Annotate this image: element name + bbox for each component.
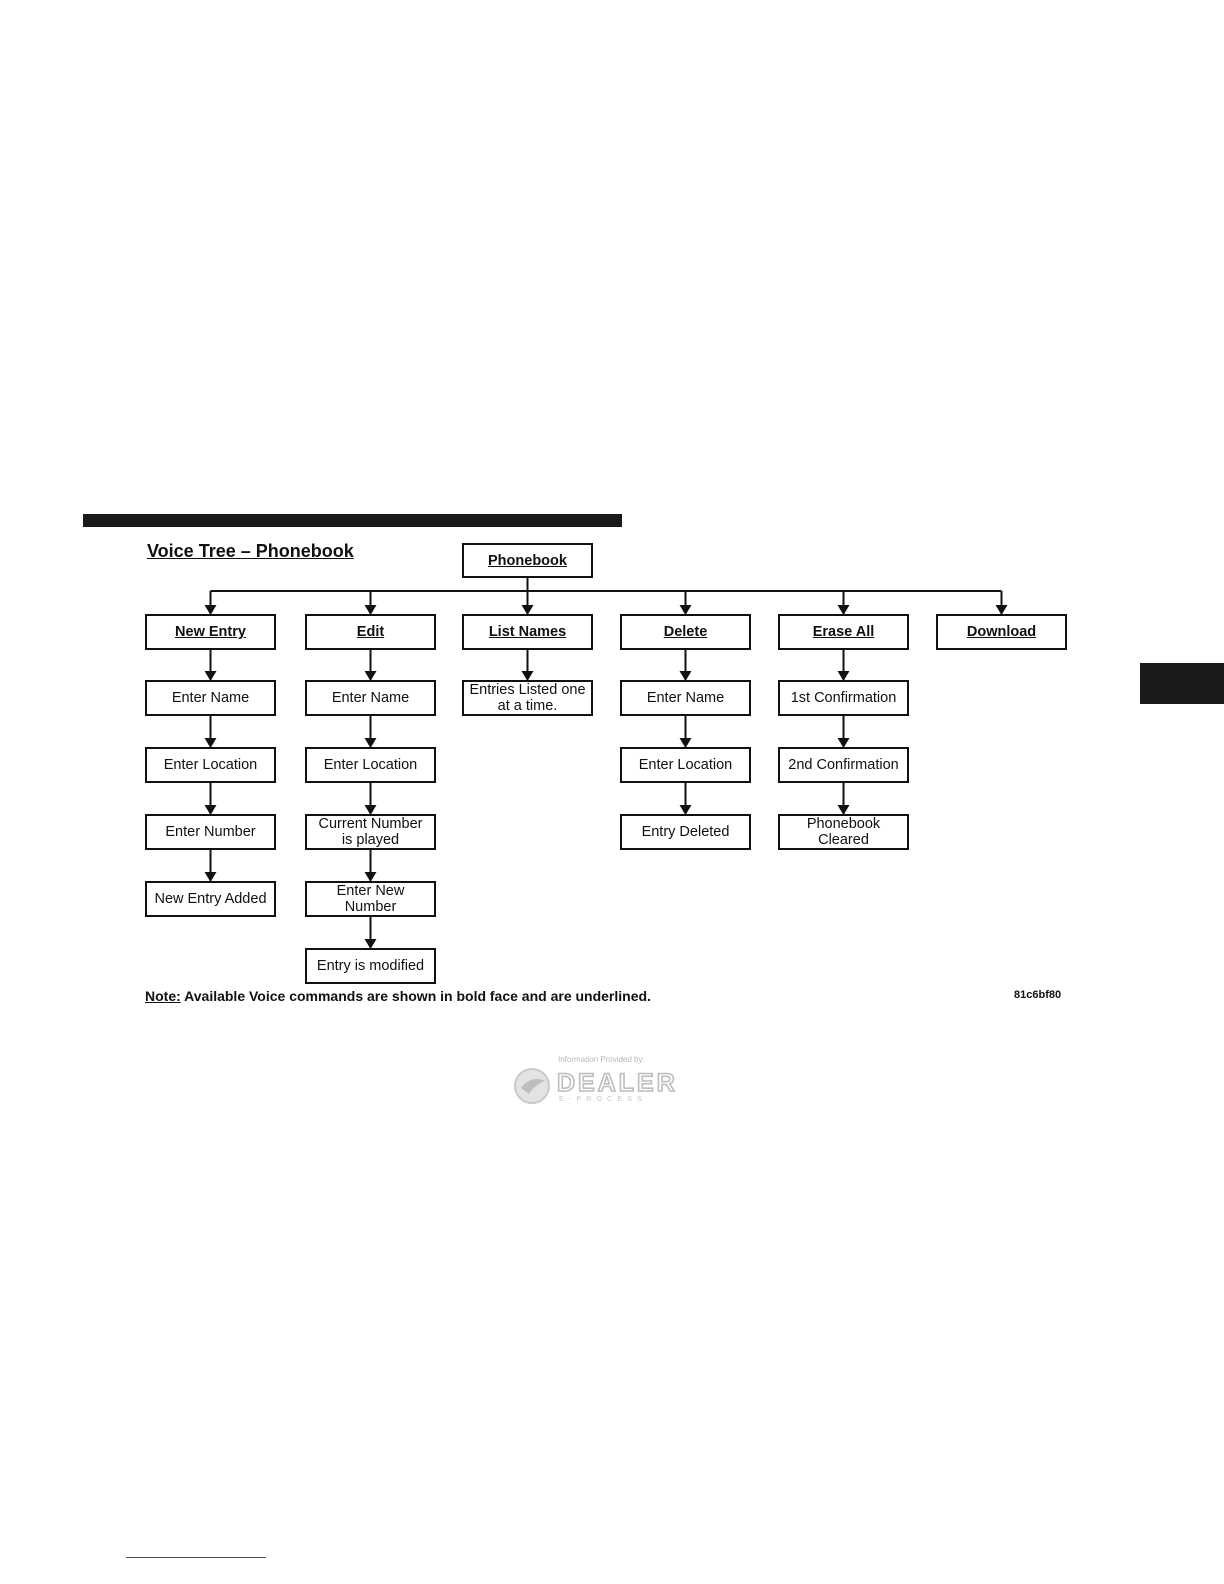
note-text: Available Voice commands are shown in bold face and are underlined. [180, 988, 651, 1004]
step-edit-5: Entry is modified [305, 948, 436, 984]
step-delete-2: Enter Location [620, 747, 751, 783]
step-new-entry-2: Enter Location [145, 747, 276, 783]
figure-code: 81c6bf80 [1014, 989, 1062, 1001]
step-new-entry-4: New Entry Added [145, 881, 276, 917]
command-delete: Delete [620, 614, 751, 650]
command-erase-all: Erase All [778, 614, 909, 650]
step-edit-2: Enter Location [305, 747, 436, 783]
step-new-entry-3: Enter Number [145, 814, 276, 850]
step-new-entry-1: Enter Name [145, 680, 276, 716]
step-erase-all-3: Phonebook Cleared [778, 814, 909, 850]
dealer-watermark [513, 1055, 693, 1105]
note-label: Note: [145, 988, 181, 1004]
diagram-title: Voice Tree – Phonebook [147, 541, 354, 561]
step-list-names-1: Entries Listed one at a time. [462, 680, 593, 716]
footnote [145, 988, 651, 1004]
command-download: Download [936, 614, 1067, 650]
step-delete-1: Enter Name [620, 680, 751, 716]
command-edit: Edit [305, 614, 436, 650]
step-edit-3: Current Number is played [305, 814, 436, 850]
footer-link-line [126, 1557, 266, 1558]
step-erase-all-2: 2nd Confirmation [778, 747, 909, 783]
phonebook-root-node: Phonebook [462, 543, 593, 578]
command-list-names: List Names [462, 614, 593, 650]
step-edit-1: Enter Name [305, 680, 436, 716]
step-erase-all-1: 1st Confirmation [778, 680, 909, 716]
command-new-entry: New Entry [145, 614, 276, 650]
dealer-logo-icon [513, 1061, 693, 1105]
step-delete-3: Entry Deleted [620, 814, 751, 850]
watermark-caption: Information Provided by: [558, 1055, 645, 1064]
svg-text:E-PROCESS: E-PROCESS [559, 1096, 648, 1103]
svg-text:DEALER: DEALER [557, 1069, 678, 1097]
step-edit-4: Enter New Number [305, 881, 436, 917]
